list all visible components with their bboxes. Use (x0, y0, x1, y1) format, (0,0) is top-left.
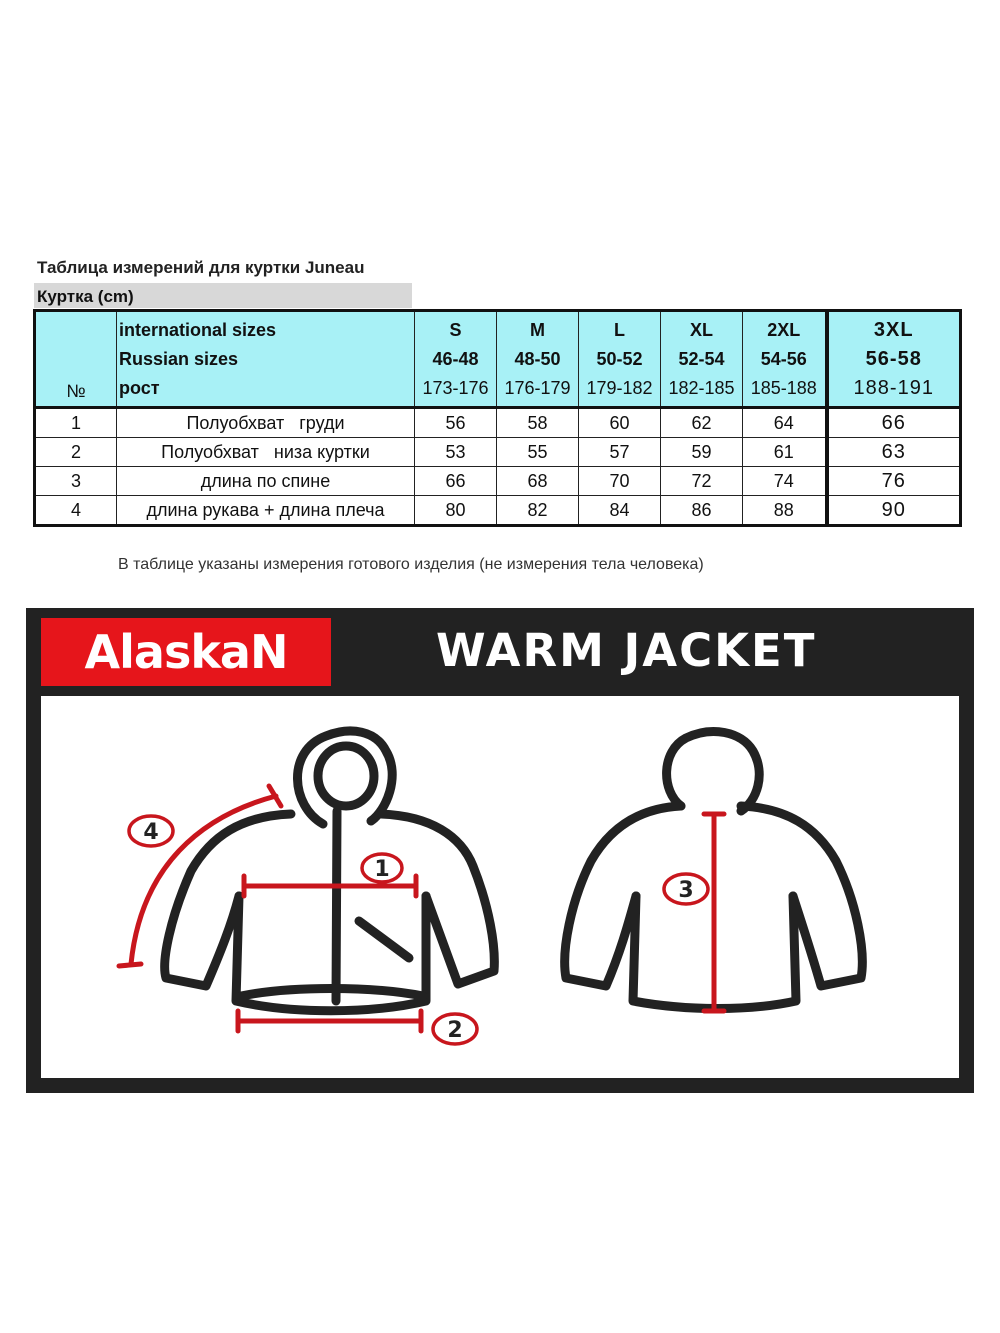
banner-headline: WARM JACKET (436, 624, 817, 677)
height-range: 173-176 (422, 377, 489, 398)
size-col-2xl (743, 311, 827, 408)
ru-size: 54-56 (760, 348, 807, 369)
row-number: 2 (35, 438, 117, 467)
cell-value: 88 (743, 496, 827, 526)
measurement-label: Полуобхват низа куртки (117, 438, 415, 467)
row-number: 1 (35, 408, 117, 438)
table-row (35, 496, 961, 526)
marker-label: 3 (678, 878, 694, 903)
size-col-m (497, 311, 579, 408)
marker-label: 4 (143, 820, 159, 845)
size-col-l (579, 311, 661, 408)
cell-value: 76 (827, 467, 961, 496)
table-row (35, 438, 961, 467)
cell-value: 66 (827, 408, 961, 438)
intl-size: 3XL (873, 318, 914, 341)
product-banner (26, 608, 974, 1093)
cell-value: 53 (415, 438, 497, 467)
intl-size: L (614, 319, 625, 340)
measurement-label: длина рукава + длина плеча (117, 496, 415, 526)
height-range: 182-185 (668, 377, 735, 398)
marker-label: 1 (374, 857, 390, 882)
cell-value: 59 (661, 438, 743, 467)
size-col-3xl (827, 311, 961, 408)
cell-value: 70 (579, 467, 661, 496)
unit-label: Куртка (cm) (34, 283, 412, 308)
ru-size: 52-54 (678, 348, 725, 369)
table-header-row (35, 311, 961, 408)
cell-value: 60 (579, 408, 661, 438)
russian-sizes-label: Russian sizes (119, 348, 239, 369)
cell-value: 74 (743, 467, 827, 496)
cell-value: 68 (497, 467, 579, 496)
marker-1 (362, 854, 402, 882)
intl-size: M (530, 319, 545, 340)
height-range: 185-188 (750, 377, 817, 398)
intl-size: XL (689, 319, 713, 340)
ru-size: 46-48 (432, 348, 479, 369)
number-header (35, 311, 117, 408)
cell-value: 64 (743, 408, 827, 438)
size-col-s (415, 311, 497, 408)
cell-value: 72 (661, 467, 743, 496)
height-label: рост (119, 377, 160, 398)
row-number: 4 (35, 496, 117, 526)
height-range: 179-182 (586, 377, 653, 398)
cell-value: 86 (661, 496, 743, 526)
marker-2 (433, 1014, 477, 1044)
ru-size: 56-58 (865, 347, 922, 370)
measurement-note: В таблице указаны измерения готового изделия (не измерения тела человека) (118, 556, 704, 573)
marker-4 (129, 816, 173, 846)
height-range: 188-191 (853, 376, 934, 399)
cell-value: 82 (497, 496, 579, 526)
table-row (35, 408, 961, 438)
cell-value: 58 (497, 408, 579, 438)
cell-value: 56 (415, 408, 497, 438)
document-title: Таблица измерений для куртки Juneau (37, 258, 365, 277)
height-range: 176-179 (504, 377, 571, 398)
intl-size: 2XL (767, 319, 801, 340)
row-number: 3 (35, 467, 117, 496)
row-labels-header (117, 311, 415, 408)
brand-logo: AlaskaN (41, 618, 331, 686)
size-table (33, 309, 962, 527)
measure-tick (119, 964, 141, 966)
number-header-label: № (66, 381, 86, 401)
measurement-label: длина по спине (117, 467, 415, 496)
measurement-label: Полуобхват груди (117, 408, 415, 438)
cell-value: 62 (661, 408, 743, 438)
table-row (35, 467, 961, 496)
intl-size: S (449, 319, 462, 340)
marker-label: 2 (447, 1018, 463, 1043)
cell-value: 57 (579, 438, 661, 467)
marker-3 (664, 874, 708, 904)
ru-size: 50-52 (596, 348, 643, 369)
front-jacket-outline (165, 731, 495, 1011)
cell-value: 84 (579, 496, 661, 526)
measurement-diagram (41, 696, 959, 1078)
cell-value: 63 (827, 438, 961, 467)
cell-value: 61 (743, 438, 827, 467)
cell-value: 80 (415, 496, 497, 526)
intl-sizes-label: international sizes (119, 319, 277, 340)
size-col-xl (661, 311, 743, 408)
cell-value: 55 (497, 438, 579, 467)
ru-size: 48-50 (514, 348, 561, 369)
cell-value: 90 (827, 496, 961, 526)
cell-value: 66 (415, 467, 497, 496)
